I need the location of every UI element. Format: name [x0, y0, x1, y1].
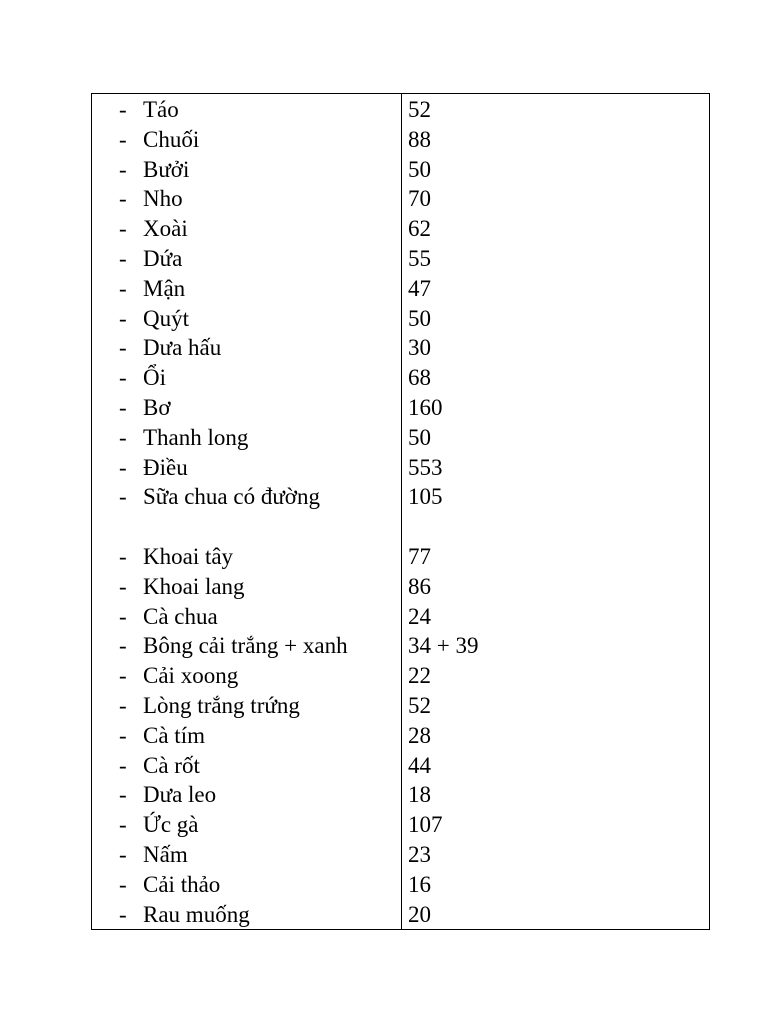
food-name: Bưởi: [143, 156, 190, 182]
bullet-dash: -: [119, 424, 127, 450]
value-row: [402, 155, 702, 185]
bullet-dash: -: [119, 722, 127, 748]
bullet-dash: -: [119, 335, 127, 361]
food-row: [92, 721, 400, 751]
bullet-dash: -: [119, 901, 127, 927]
food-row: [92, 214, 400, 244]
value-row: [402, 184, 702, 214]
food-row: [92, 870, 400, 900]
calorie-value: 44: [408, 752, 431, 778]
calorie-value: 88: [408, 126, 431, 152]
food-name: Ức gà: [143, 812, 199, 838]
value-row: [402, 900, 702, 930]
food-row: [92, 244, 400, 274]
food-row: [92, 810, 400, 840]
value-row: [402, 751, 702, 781]
food-name: Cải xoong: [143, 663, 239, 689]
bullet-dash: -: [119, 841, 127, 867]
bullet-dash: -: [119, 365, 127, 391]
food-row: [92, 155, 400, 185]
food-row: [92, 691, 400, 721]
food-name: Cà chua: [143, 603, 218, 629]
food-row: [92, 95, 400, 125]
value-row: [402, 661, 702, 691]
calorie-value: 30: [408, 335, 431, 361]
bullet-dash: -: [119, 305, 127, 331]
calorie-value: 47: [408, 275, 431, 301]
value-row: [402, 453, 702, 483]
bullet-dash: -: [119, 97, 127, 122]
calorie-value: 70: [408, 186, 431, 212]
value-row: [402, 333, 702, 363]
value-row: [402, 214, 702, 244]
value-row: [402, 482, 702, 512]
food-name: Dứa: [143, 245, 183, 271]
food-name: Khoai lang: [143, 573, 245, 599]
value-row: [402, 572, 702, 602]
food-row: [92, 840, 400, 870]
food-name: Chuối: [143, 126, 200, 152]
food-row: [92, 304, 400, 334]
food-row: [92, 572, 400, 602]
food-name: Mận: [143, 275, 186, 301]
bullet-dash: -: [119, 484, 127, 510]
calorie-value: 16: [408, 871, 431, 897]
bullet-dash: -: [119, 573, 127, 599]
bullet-dash: -: [119, 812, 127, 838]
calorie-value: 52: [408, 97, 431, 122]
food-row: [92, 751, 400, 781]
value-row: [402, 631, 702, 661]
calorie-value: 86: [408, 573, 431, 599]
bullet-dash: -: [119, 663, 127, 689]
value-row: [402, 691, 702, 721]
value-row: [402, 542, 702, 572]
food-name: Lòng trắng trứng: [143, 692, 300, 718]
food-name: Xoài: [143, 216, 188, 242]
food-row: [92, 780, 400, 810]
value-row: [402, 870, 702, 900]
calorie-value: 20: [408, 901, 431, 927]
calorie-value: 77: [408, 543, 431, 569]
food-row: [92, 602, 400, 632]
value-row: [402, 304, 702, 334]
calorie-value: 50: [408, 156, 431, 182]
bullet-dash: -: [119, 782, 127, 808]
blank-row: [92, 512, 400, 542]
bullet-dash: -: [119, 603, 127, 629]
blank-row: [402, 512, 702, 542]
food-row: [92, 274, 400, 304]
food-row: [92, 482, 400, 512]
value-row: [402, 95, 702, 125]
bullet-dash: -: [119, 633, 127, 659]
value-row: [402, 125, 702, 155]
calorie-value: 55: [408, 245, 431, 271]
food-name: Sữa chua có đường: [143, 484, 320, 510]
calorie-value: 34 + 39: [408, 633, 479, 659]
food-name: Cải thảo: [143, 871, 221, 897]
food-name: Táo: [143, 97, 179, 122]
calorie-value-column: [402, 95, 702, 929]
food-name: Rau muống: [143, 901, 250, 927]
value-row: [402, 274, 702, 304]
food-row: [92, 631, 400, 661]
food-row: [92, 333, 400, 363]
food-row: [92, 542, 400, 572]
bullet-dash: -: [119, 245, 127, 271]
calorie-value: 28: [408, 722, 431, 748]
calorie-value: 62: [408, 216, 431, 242]
food-row: [92, 393, 400, 423]
calorie-value: 23: [408, 841, 431, 867]
value-row: [402, 780, 702, 810]
calorie-value: 160: [408, 394, 443, 420]
calorie-value: 68: [408, 365, 431, 391]
calorie-value: 22: [408, 663, 431, 689]
food-name-column: [92, 95, 400, 929]
value-row: [402, 602, 702, 632]
bullet-dash: -: [119, 275, 127, 301]
food-row: [92, 900, 400, 930]
food-name: Nấm: [143, 841, 188, 867]
food-name: Dưa leo: [143, 782, 217, 808]
value-row: [402, 810, 702, 840]
value-row: [402, 244, 702, 274]
food-name: Điều: [143, 454, 188, 480]
value-row: [402, 840, 702, 870]
bullet-dash: -: [119, 543, 127, 569]
food-row: [92, 363, 400, 393]
calorie-value: 107: [408, 812, 443, 838]
food-name: Cà tím: [143, 722, 205, 748]
food-name: Nho: [143, 186, 183, 212]
bullet-dash: -: [119, 216, 127, 242]
calorie-value: 553: [408, 454, 443, 480]
food-name: Bông cải trắng + xanh: [143, 633, 348, 659]
food-row: [92, 453, 400, 483]
value-row: [402, 363, 702, 393]
bullet-dash: -: [119, 156, 127, 182]
food-name: Dưa hấu: [143, 335, 222, 361]
bullet-dash: -: [119, 454, 127, 480]
food-name: Bơ: [143, 394, 171, 420]
food-name: Quýt: [143, 305, 189, 331]
food-row: [92, 423, 400, 453]
food-name: Thanh long: [143, 424, 249, 450]
food-row: [92, 184, 400, 214]
food-name: Cà rốt: [143, 752, 200, 778]
bullet-dash: -: [119, 871, 127, 897]
bullet-dash: -: [119, 692, 127, 718]
food-calorie-table: [91, 93, 710, 930]
value-row: [402, 393, 702, 423]
calorie-value: 50: [408, 305, 431, 331]
calorie-value: 24: [408, 603, 431, 629]
food-row: [92, 125, 400, 155]
bullet-dash: -: [119, 126, 127, 152]
value-row: [402, 423, 702, 453]
bullet-dash: -: [119, 394, 127, 420]
food-name: Ổi: [143, 365, 166, 391]
calorie-value: 105: [408, 484, 443, 510]
calorie-value: 18: [408, 782, 431, 808]
bullet-dash: -: [119, 186, 127, 212]
calorie-value: 50: [408, 424, 431, 450]
bullet-dash: -: [119, 752, 127, 778]
calorie-value: 52: [408, 692, 431, 718]
value-row: [402, 721, 702, 751]
food-name: Khoai tây: [143, 543, 234, 569]
food-row: [92, 661, 400, 691]
